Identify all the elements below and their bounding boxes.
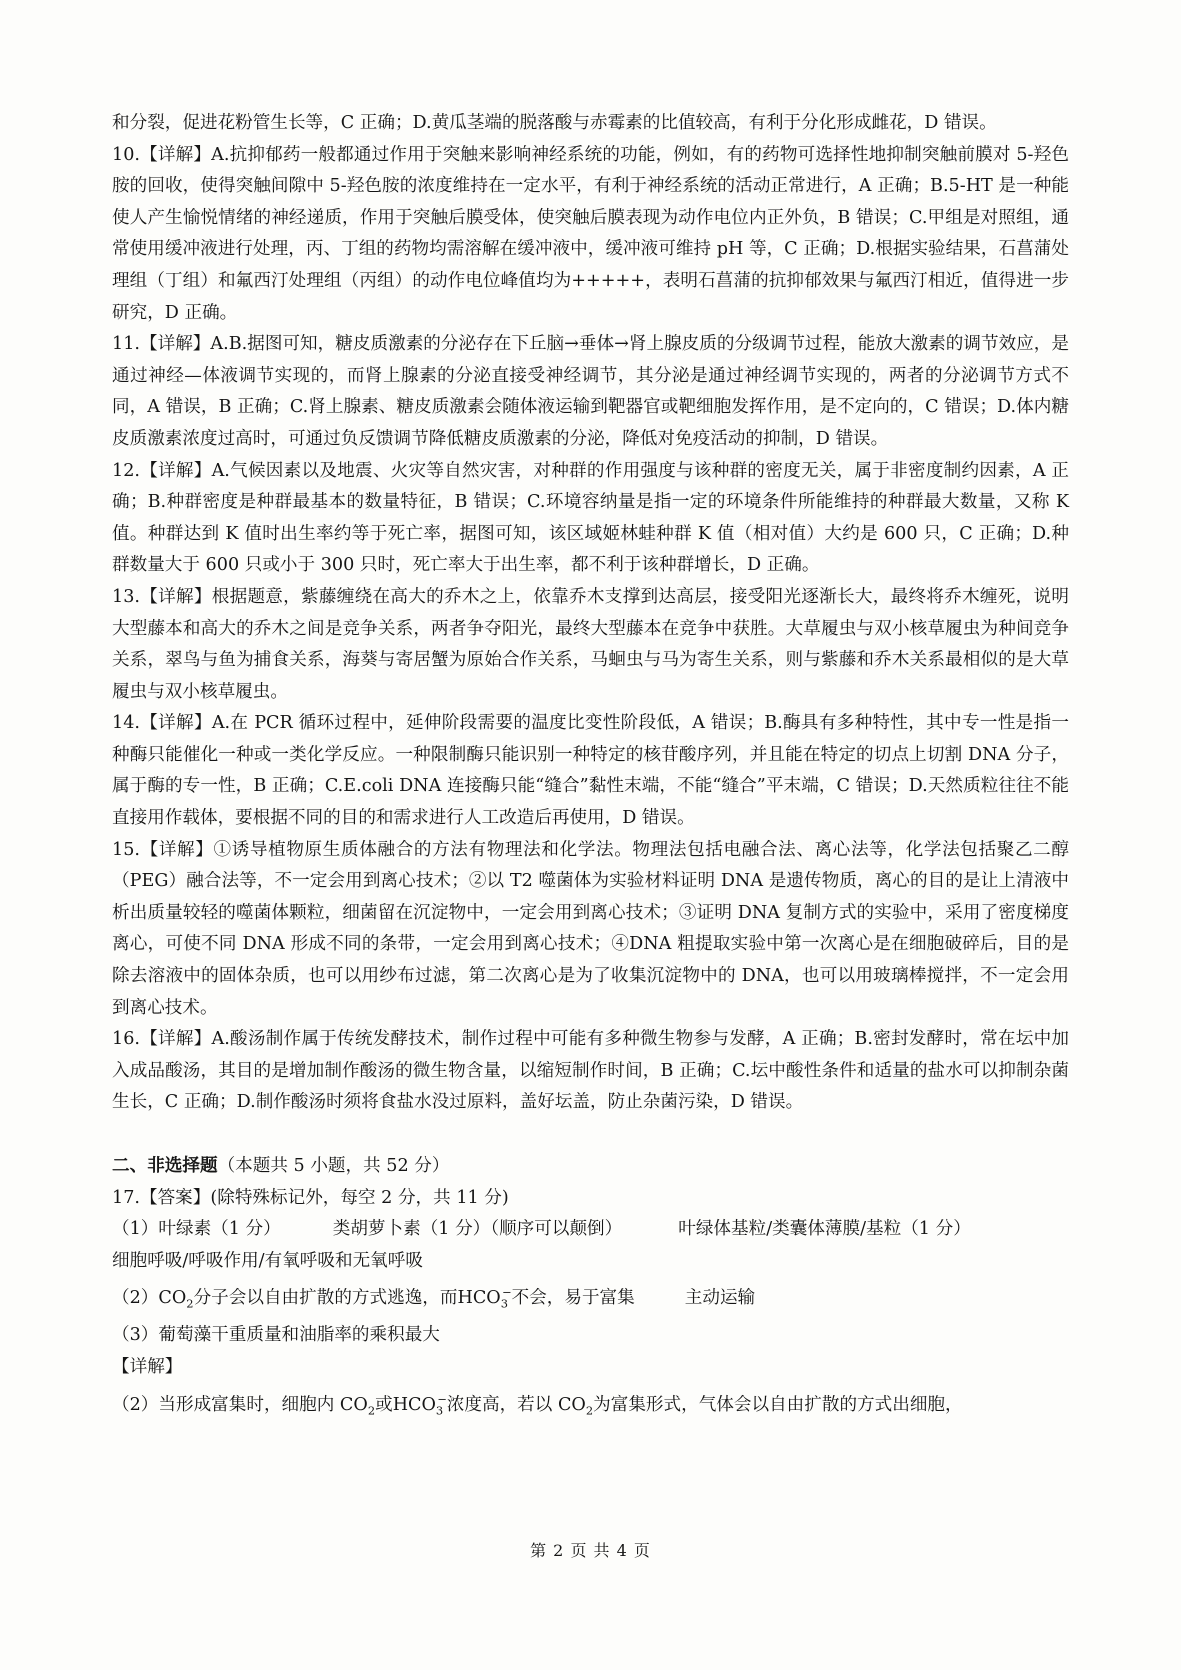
answer-2-part2: 主动运输	[684, 1288, 756, 1309]
q17-header: 17.【答案】(除特殊标记外，每空 2 分，共 11 分)	[112, 1187, 509, 1208]
paragraph-q10: 10.【详解】A.抗抑郁药一般都通过作用于突触来影响神经系统的功能，例如，有的药物可选择性地抑制突触前膜对 5-羟色胺的回收，使得突触间隙中 5-羟色胺的浓度维持在一定水平，有利于神经系统的活动正常进行，A 正确；B.5-HT 是一种能使人产生愉悦情绪的神经递质，作用于突触后膜受体，使突触后膜表现为动作电位内正外负，B 错误；C.甲组是对照组，通常使用缓冲液进行处理，丙、丁组的药物均需溶解在缓冲液中，缓冲液可维持 pH 等，C 正确；D.根据实验结果，石菖蒲处理组（丁组）和氟西汀处理组（丙组）的动作电位峰值均为+++++，表明石菖蒲的抗抑郁效果与氟西汀相近，值得进一步研究，D 正确。	[112, 144, 1069, 323]
paragraph-q15: 15.【详解】①诱导植物原生质体融合的方法有物理法和化学法。物理法包括电融合法、离心法等，化学法包括聚乙二醇（PEG）融合法等，不一定会用到离心技术；②以 T2 噬菌体为实验材料证明 DNA 是遗传物质，离心的目的是让上清液中析出质量较轻的噬菌体颗粒，细菌留在沉淀物中，一定会用到离心技术；③证明 DNA 复制方式的实验中，采用了密度梯度离心，可使不同 DNA 形成不同的条带，一定会用到离心技术；④DNA 粗提取实验中第一次离心是在细胞破碎后，目的是除去溶液中的固体杂质，也可以用纱布过滤，第二次离心是为了收集沉淀物中的 DNA，也可以用玻璃棒搅拌，不一定会用到离心技术。	[112, 839, 1069, 1018]
q17-detail-2: （2）当形成富集时，细胞内 $CO_2$或$HCO_3^-$浓度高，若以 $CO_2$为富集形式，气体会以自由扩散的方式出细胞，	[112, 1391, 963, 1417]
q17-answer-1	[112, 1214, 1069, 1246]
page-footer: 第 2 页 共 4 页	[530, 1541, 651, 1560]
paragraph-q14: 14.【详解】A.在 PCR 循环过程中，延伸阶段需要的温度比变性阶段低，A 错误；B.酶具有多种特性，其中专一性是指一种酶只能催化一种或一类化学反应。一种限制酶只能识别一种特定的核苷酸序列，并且能在特定的切点上切割 DNA 分子，属于酶的专一性，B 正确；C.E.coli DNA 连接酶只能“缝合”黏性末端，不能“缝合”平末端，C 错误；D.天然质粒往往不能直接用作载体，要根据不同的目的和需求进行人工改造后再使用，D 错误。	[112, 713, 1069, 829]
paragraph-q9-continued: 和分裂，促进花粉管生长等，C 正确；D.黄瓜茎端的脱落酸与赤霉素的比值较高，有利于分化形成雌花，D 错误。	[112, 113, 997, 133]
section-title: 二、非选择题	[112, 1155, 218, 1176]
answer-1-part2: 类胡萝卜素（1 分）（顺序可以颠倒）	[332, 1219, 623, 1240]
paragraph-q11: 11.【详解】A.B.据图可知，糖皮质激素的分泌存在下丘脑→垂体→肾上腺皮质的分级调节过程，能放大激素的调节效应，是通过神经—体液调节实现的，而肾上腺素的分泌直接受神经调节，其分泌是通过神经调节实现的，两者的分泌调节方式不同，A 错误，B 正确；C.肾上腺素、糖皮质激素会随体液运输到靶器官或靶细胞发挥作用，是不定向的，C 错误；D.体内糖皮质激素浓度过高时，可通过负反馈调节降低糖皮质激素的分泌，降低对免疫活动的抑制，D 错误。	[112, 334, 1069, 449]
q17-answer-1-line2: 细胞呼吸/呼吸作用/有氧呼吸和无氧呼吸	[112, 1250, 423, 1271]
paragraph-q12: 12.【详解】A.气候因素以及地震、火灾等自然灾害，对种群的作用强度与该种群的密度无关，属于非密度制约因素，A 正确；B.种群密度是种群最基本的数量特征，B 错误；C.环境容纳量是指一定的环境条件所能维持的种群最大数量，又称 K 值。种群达到 K 值时出生率约等于死亡率，据图可知，该区域姬林蛙种群 K 值（相对值）大约是 600 只，C 正确；D.种群数量大于 600 只或小于 300 只时，死亡率大于出生率，都不利于该种群增长，D 正确。	[112, 460, 1069, 576]
q17-answer-2: $(2)CO_2$分子会以自由扩散的方式逃逸，而$HCO_3^-$不会，易于富集 主动运输	[112, 1285, 756, 1311]
paragraph-q16: 16.【详解】A.酸汤制作属于传统发酵技术，制作过程中可能有多种微生物参与发酵，A 正确；B.密封发酵时，常在坛中加入成品酸汤，其目的是增加制作酸汤的微生物含量，以缩短制作时间，B 正确；C.坛中酸性条件和适量的盐水可以抑制杂菌生长，C 正确；D.制作酸汤时须将食盐水没过原料，盖好坛盖，防止杂菌污染，D 错误。	[112, 1029, 1069, 1113]
section-note: （本题共 5 小题，共 52 分）	[217, 1156, 450, 1176]
paragraph-q13: 13.【详解】根据题意，紫藤缠绕在高大的乔木之上，依靠乔木支撑到达高层，接受阳光逐渐长大，最终将乔木缠死，说明大型藤本和高大的乔木之间是竞争关系，两者争夺阳光，最终大型藤本在竞争中获胜。大草履虫与双小核草履虫为种间竞争关系，翠鸟与鱼为捕食关系，海葵与寄居蟹为原始合作关系，马蛔虫与马为寄生关系，则与紫藤和乔木关系最相似的是大草履虫与双小核草履虫。	[112, 586, 1069, 702]
answer-content	[112, 108, 1069, 1427]
q17-answer-3: （3）葡萄藻干重质量和油脂率的乘积最大	[112, 1325, 440, 1346]
answer-1-part1: （1）叶绿素（1 分）	[112, 1219, 281, 1240]
q17-detail-label: 【详解】	[112, 1356, 183, 1377]
section-heading	[112, 1150, 1069, 1183]
answer-1-part3: 叶绿体基粒/类囊体薄膜/基粒（1 分）	[678, 1219, 971, 1240]
